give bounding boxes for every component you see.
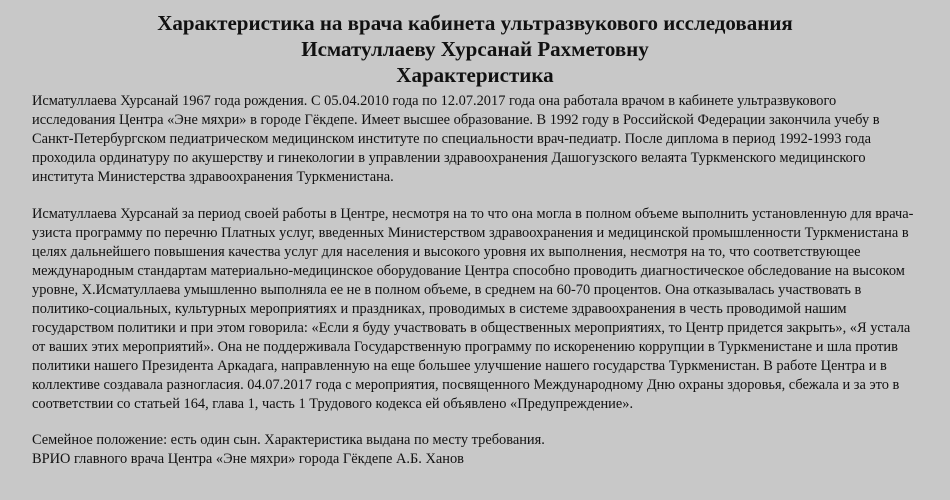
closing-family-status: Семейное положение: есть один сын. Характеристика выдана по месту требования.	[32, 432, 545, 448]
title-line-3: Характеристика	[396, 63, 554, 87]
title-line-1: Характеристика на врача кабинета ультразвукового исследования	[157, 11, 793, 35]
document-body	[32, 92, 918, 469]
paragraph-biography: Исматуллаева Хурсанай 1967 года рождения. С 05.04.2010 года по 12.07.2017 года она работала врачом в кабинете ультразвукового исследования Центра «Эне мяхри» в городе Гёкдепе. Имеет высшее образование. В 1992 году в Российской Федерации закончила учебу в Санкт-Петербургском педиатрическом медицинском институте по специальности врач-педиатр. После диплома в период 1992-1993 года проходила ординатуру по акушерству и гинекологии в управлении здравоохранения Дашогузского велаята Туркменского медицинского института Министерства здравоохранения Туркменистана.	[32, 93, 880, 185]
closing-signature: ВРИО главного врача Центра «Эне мяхри» города Гёкдепе А.Б. Ханов	[32, 451, 464, 467]
title-line-2: Исматуллаеву Хурсанай Рахметовну	[301, 37, 649, 61]
paragraph-spacer	[32, 187, 918, 205]
paragraph-work-evaluation: Исматуллаева Хурсанай за период своей работы в Центре, несмотря на то что она могла в полном объеме выполнить установленную для врача-узиста программу по перечню Платных услуг, введенных Министерством здравоохранения и медицинской промышленности Туркменистана в целях дальнейшего повышения качества услуг для населения и высокого уровня их выполнения, несмотря на то, что соответствующее международным стандартам материально-медицинское оборудование Центра способно проводить диагностическое обследование на высоком уровне, Х.Исматуллаева умышленно выполняла ее не в полном объеме, в среднем на 60-70 процентов. Она отказывалась участвовать в политико-социальных, культурных мероприятиях и праздниках, проводимых в системе здравоохранения в честь проводимой нашим государством политики и при этом говорила: «Если я буду участвовать в общественных мероприятиях, то Центр придется закрыть», «Я устала от ваших этих мероприятий». Она не поддерживала Государственную программу по искоренению коррупции в Туркменистане и шла против политики нашего Президента Аркадага, направленную на еще большее улучшение нашего государства Туркменистан. В работе Центра и в коллективе создавала разногласия. 04.07.2017 года с мероприятия, посвященного Международному Дню охраны здоровья, сбежала и за это в соответствии со статьей 164, глава 1, часть 1 Трудового кодекса ей объявлено «Предупреждение».	[32, 206, 914, 412]
paragraph-spacer	[32, 414, 918, 431]
document-title	[32, 10, 918, 88]
